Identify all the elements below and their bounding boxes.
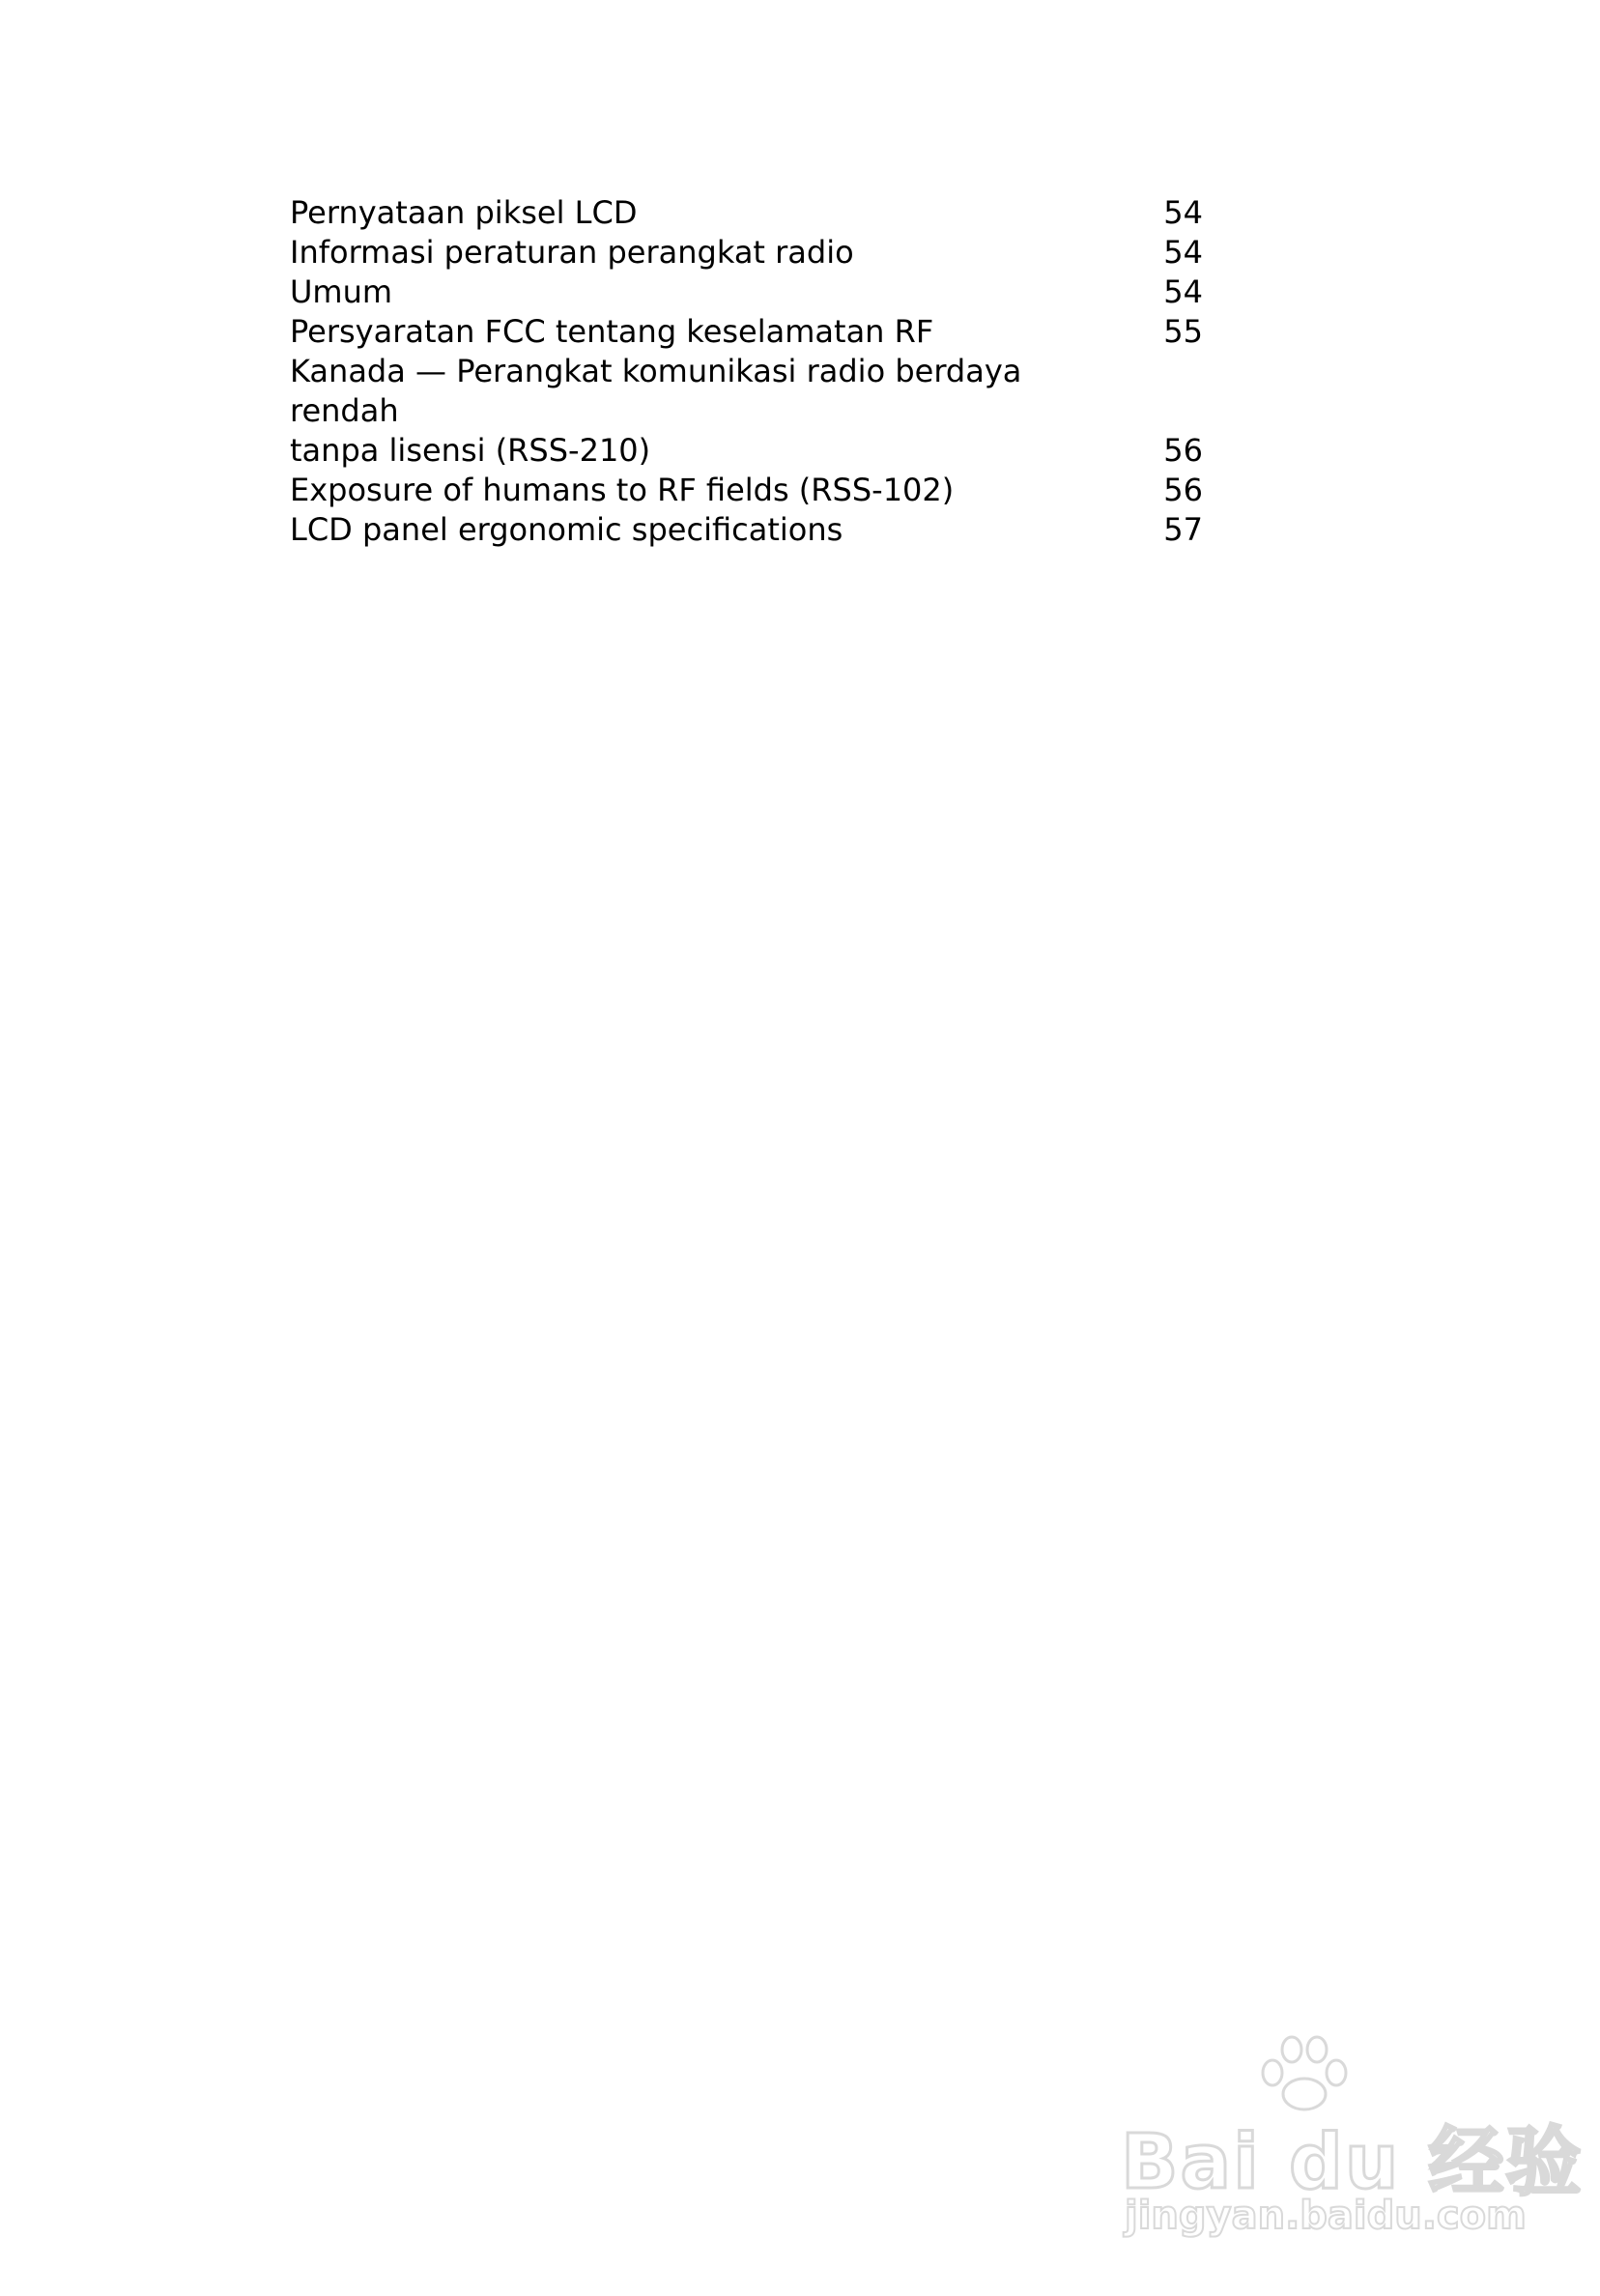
- toc-entry-title: Umum: [290, 273, 393, 310]
- toc-entry-title: Pernyataan piksel LCD: [290, 194, 638, 231]
- toc-entry-page: 54: [1163, 234, 1203, 271]
- baidu-jingyan-watermark: [1121, 2034, 1584, 2247]
- toc-entry-title: Exposure of humans to RF fields (RSS-102): [290, 472, 955, 508]
- toc-entry[interactable]: [290, 193, 1203, 233]
- toc-entry-title: Informasi peraturan perangkat radio: [290, 234, 854, 271]
- toc-entry[interactable]: [290, 510, 1203, 550]
- toc-entry[interactable]: [290, 312, 1203, 352]
- watermark-logo-text: Bai du 经验: [1121, 2119, 1584, 2206]
- table-of-contents: [290, 193, 1203, 550]
- toc-entry-page: 54: [1163, 194, 1203, 231]
- toc-entry-page: 56: [1163, 472, 1203, 508]
- toc-entry-title: LCD panel ergonomic specifications: [290, 511, 843, 548]
- toc-entry[interactable]: [290, 233, 1203, 273]
- toc-entry-title: Kanada — Perangkat komunikasi radio berdaya rendah tanpa lisensi (RSS-210): [290, 353, 1022, 469]
- toc-entry-page: 55: [1163, 313, 1203, 350]
- toc-entry-page: 56: [1163, 432, 1203, 469]
- toc-entry-title: Persyaratan FCC tentang keselamatan RF: [290, 313, 934, 350]
- watermark-url: jingyan.baidu.com: [1125, 2194, 1527, 2238]
- toc-entry-page: 57: [1163, 511, 1203, 548]
- toc-entry[interactable]: [290, 273, 1203, 312]
- toc-entry[interactable]: [290, 471, 1203, 510]
- toc-entry[interactable]: [290, 352, 1203, 471]
- toc-entry-page: 54: [1163, 273, 1203, 310]
- paw-icon: [1251, 2034, 1357, 2111]
